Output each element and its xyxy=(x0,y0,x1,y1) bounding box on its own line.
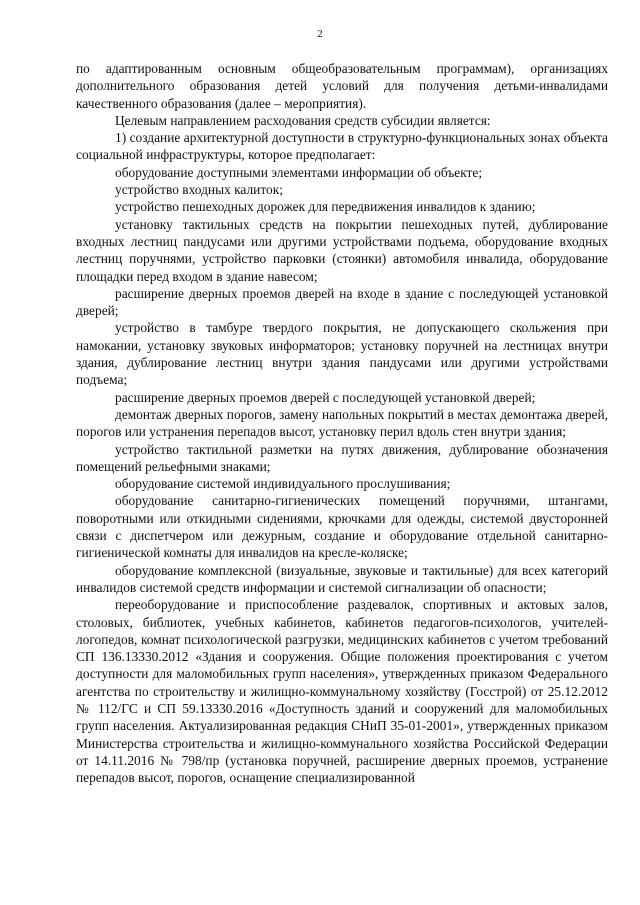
paragraph-pedestrian-paths: устройство пешеходных дорожек для передвижения инвалидов к зданию; xyxy=(115,199,536,215)
paragraph-re-equipment: переоборудование и приспособление раздевалок, спортивных и актовых залов, столовых, библиотек, учебных кабинетов, кабинетов педагогов-психологов, учителей-логопедов, комнат психологической разгрузки, медицинских кабинетов с учетом требований СП 136.13330.2012 «Здания и сооружения. Общие положения проектирования с учетом доступности для маломобильных групп населения», утвержденных приказом Федерального агентства по строительству и жилищно-коммунальному хозяйству (Госстрой) от 25.12.2012 № 112/ГС и СП 59.13330.2016 «Доступность зданий и сооружений для маломобильных групп населения. Актуализированная редакция СНиП 35-01-2001», утвержденных приказом Министерства строительства и жилищно-коммунального хозяйства Российской Федерации от 14.11.2016 № 798/пр (установка поручней, расширение дверных проемов, устранение перепадов высот, порогов, оснащение специализированной xyxy=(76,597,608,786)
paragraph-tactile-means: установку тактильных средств на покрытии пешеходных путей, дублирование входных лестниц пандусами или другими устройствами подъема, оборудование входных лестниц поручнями, устройство парковки (стоянки) автомобиля инвалида, оборудование площадки перед входом в здание навесом; xyxy=(76,216,608,284)
page-number: 2 xyxy=(317,28,323,40)
paragraph-alarm-system: оборудование комплексной (визуальные, звуковые и тактильные) для всех категорий инвалидов системой средств информации и системой сигнализации об опасности; xyxy=(76,562,608,595)
paragraph-door-widening-entrance: расширение дверных проемов дверей на входе в здание с последующей установкой дверей; xyxy=(76,285,608,319)
paragraph-threshold-removal: демонтаж дверных порогов, замену напольных покрытий в местах демонтажа дверей, порогов или устранения перепадов высот, установку перил вдоль стен внутри здания; xyxy=(76,406,608,440)
paragraph-item-1: 1) создание архитектурной доступности в структурно-функциональных зонах объекта социальной инфраструктуры, которое предполагает: xyxy=(76,130,608,163)
paragraph-tactile-marking: устройство тактильной разметки на путях движения, дублирование обозначения помещений рельефными знаками; xyxy=(76,441,608,474)
paragraph-sanitary-rooms: оборудование санитарно-гигиенических помещений поручнями, штангами, поворотными или откидными сидениями, крючками для одежды, системой двусторонней связи с диспетчером или дежурным, создание и оборудование отдельной санитарно-гигиенической комнаты для инвалидов на кресле-коляске; xyxy=(76,493,608,561)
paragraph-entry-gates: устройство входных калиток; xyxy=(115,182,283,198)
paragraph-target-direction: Целевым направлением расходования средств субсидии является: xyxy=(115,112,491,128)
paragraph-listening-system: оборудование системой индивидуального прослушивания; xyxy=(115,476,451,492)
paragraph-door-widening: расширение дверных проемов дверей с последующей установкой дверей; xyxy=(115,389,536,405)
paragraph-continuation: по адаптированным основным общеобразовательным программам), организациях дополнительного образования детей условий для получения детьми-инвалидами качественного образования (далее – мероприятия). xyxy=(76,61,608,111)
document-body xyxy=(76,60,608,786)
paragraph-info-elements: оборудование доступными элементами информации об объекте; xyxy=(115,164,483,180)
paragraph-vestibule-surface: устройство в тамбуре твердого покрытия, не допускающего скольжения при намокании, установку звуковых информаторов; установку поручней на лестницах внутри здания, дублирование лестниц внутри здания пандусами или другими устройствами подъема; xyxy=(76,320,608,388)
